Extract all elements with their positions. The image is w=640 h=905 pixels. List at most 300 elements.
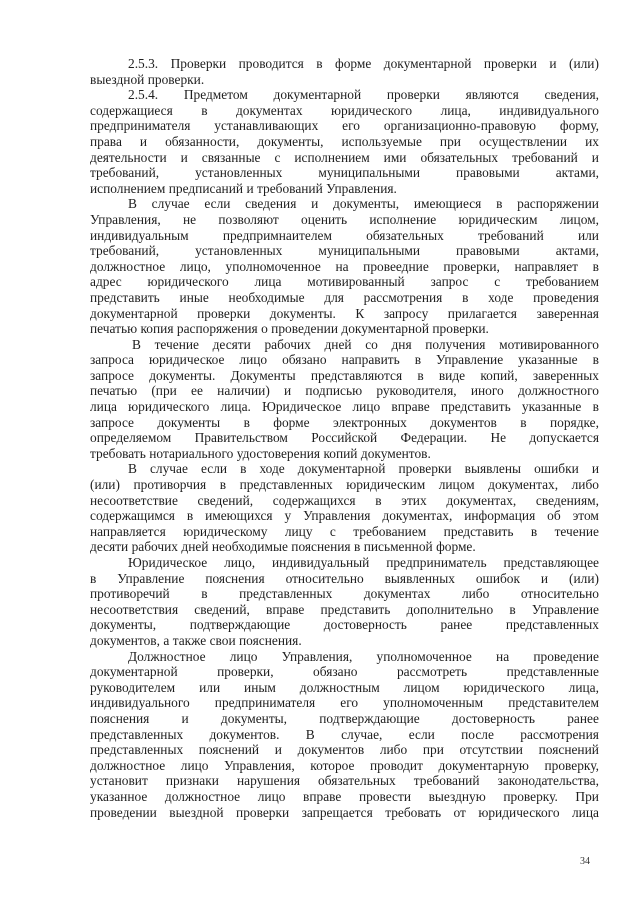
word: в xyxy=(592,258,599,274)
word: сведений, xyxy=(197,492,254,508)
text-line xyxy=(90,290,599,306)
word: представить xyxy=(90,289,160,305)
word: осуществлении xyxy=(478,133,568,149)
word: представленных xyxy=(239,586,333,602)
word: в xyxy=(520,414,527,430)
text-line xyxy=(90,212,599,228)
word: индивидуального xyxy=(499,102,599,118)
word: ходе xyxy=(488,289,514,305)
word: обязано xyxy=(313,664,358,680)
word: должностное xyxy=(90,258,166,274)
word: юридического xyxy=(147,274,229,290)
word: представителем xyxy=(508,695,599,711)
word: Управления. xyxy=(326,180,397,196)
word: установит xyxy=(90,773,148,789)
word: вправе xyxy=(303,788,342,804)
word: представить xyxy=(443,523,514,539)
word: пояснения xyxy=(205,570,265,586)
word: если xyxy=(408,726,435,742)
word: в xyxy=(414,352,422,368)
word: Российской xyxy=(311,430,378,446)
word: имеющиеся xyxy=(413,196,482,212)
word: права xyxy=(90,133,122,149)
word: Управление xyxy=(436,352,504,368)
word: представленных xyxy=(90,726,184,742)
word: форме xyxy=(273,414,310,430)
word: представляющее xyxy=(503,555,599,570)
text-line xyxy=(90,165,599,181)
word: выездной xyxy=(90,71,145,87)
word: дней xyxy=(324,336,352,352)
word: предпримнаителем xyxy=(222,227,332,243)
word: представляются xyxy=(310,367,403,383)
text-line xyxy=(90,383,599,399)
word: должностное xyxy=(90,757,166,773)
word: случае xyxy=(151,196,190,212)
text-line xyxy=(90,586,599,602)
word: рассмотрения xyxy=(520,726,599,742)
word: сведений, xyxy=(194,601,250,617)
word: лица xyxy=(571,804,599,820)
word: в xyxy=(592,399,599,415)
word: (при xyxy=(151,383,177,399)
word: исполнением xyxy=(294,149,370,165)
word: необходимые xyxy=(228,289,305,305)
word: достоверность xyxy=(323,617,407,633)
word: Предметом xyxy=(183,87,248,103)
word: в xyxy=(219,477,227,493)
word: допускается xyxy=(529,430,599,446)
word: 2.5.3. xyxy=(128,56,159,71)
word: лицом xyxy=(403,679,440,695)
word: уполномоченным xyxy=(383,695,484,711)
word: (или) xyxy=(569,56,599,71)
text-line xyxy=(90,87,599,103)
word: при xyxy=(422,742,444,758)
word: в xyxy=(509,601,516,617)
word: виде xyxy=(438,367,466,383)
word: противорчия xyxy=(133,477,207,493)
word: при xyxy=(439,133,461,149)
word: заверенных xyxy=(532,367,599,383)
word: проверки xyxy=(197,305,251,321)
word: В xyxy=(128,196,137,212)
word: распоряжении xyxy=(517,196,599,212)
word: течение xyxy=(154,336,199,352)
text-line xyxy=(90,727,599,743)
text-line xyxy=(90,415,599,431)
word: и xyxy=(591,149,599,165)
text-line xyxy=(90,805,599,821)
word: мотивированного xyxy=(499,336,599,352)
word: проверки, xyxy=(217,664,274,680)
word: лицу xyxy=(284,523,313,539)
word: пояснения. xyxy=(239,632,302,648)
word: юридического xyxy=(463,679,545,695)
word: требований xyxy=(477,227,544,243)
word: в xyxy=(592,352,599,368)
word: этом xyxy=(572,508,599,524)
word: в xyxy=(496,196,503,212)
word: и xyxy=(274,742,282,758)
word: документов. xyxy=(360,445,431,461)
word: с xyxy=(329,523,336,539)
word: уполномоченное xyxy=(376,648,472,664)
text-line xyxy=(90,352,599,368)
word: предписаний xyxy=(168,180,244,196)
word: исполнением xyxy=(90,180,166,196)
word: правовыми xyxy=(456,243,520,259)
text-line xyxy=(90,181,599,197)
word: документов. xyxy=(209,726,280,742)
word: подписью xyxy=(305,383,363,399)
word: сведениям, xyxy=(535,492,599,508)
word: проверки xyxy=(398,461,452,477)
text-line xyxy=(90,571,599,587)
word: документы, xyxy=(333,196,400,212)
word: документах xyxy=(235,102,303,118)
word: на xyxy=(496,648,510,664)
text-line xyxy=(90,368,599,384)
word: иным xyxy=(244,679,276,695)
word: в xyxy=(240,461,247,477)
word: дней xyxy=(181,539,209,555)
word: представить xyxy=(440,399,511,415)
word: ошибок xyxy=(475,570,520,586)
word: (или) xyxy=(90,477,120,493)
word: в xyxy=(530,523,538,539)
word: и xyxy=(284,383,292,399)
word: копия xyxy=(140,321,174,337)
word: иного xyxy=(470,383,504,399)
text-line xyxy=(90,555,599,571)
word: Федерации. xyxy=(400,430,468,446)
word: представленных xyxy=(239,477,333,493)
text-line xyxy=(90,337,599,353)
text-line xyxy=(90,430,599,446)
word: актами, xyxy=(555,165,599,181)
word: в xyxy=(186,508,194,524)
word: Проверки xyxy=(170,56,227,71)
word: документарной xyxy=(341,321,429,337)
word: форму, xyxy=(559,118,599,134)
word: проверки, xyxy=(443,258,500,274)
text-line xyxy=(90,399,599,415)
word: обязательных xyxy=(318,773,396,789)
word: копий, xyxy=(480,367,518,383)
word: удостоверения xyxy=(236,445,321,461)
word: оценить xyxy=(301,211,348,227)
word: выявленных xyxy=(384,570,455,586)
word: Документы xyxy=(230,367,296,383)
word: об xyxy=(547,508,561,524)
word: К xyxy=(355,305,365,321)
text-line xyxy=(90,306,599,322)
text-line xyxy=(90,103,599,119)
word: и xyxy=(549,56,557,71)
word: письменной xyxy=(363,539,433,555)
word: течение xyxy=(554,523,599,539)
word: Управления, xyxy=(281,648,353,664)
word: запрос xyxy=(430,274,469,290)
word: признаки xyxy=(165,773,219,789)
word: лицо xyxy=(180,757,209,773)
text-line xyxy=(90,649,599,665)
word: копий xyxy=(323,445,358,461)
text-line xyxy=(90,539,599,555)
word: которое xyxy=(310,757,355,773)
word: документах xyxy=(363,586,431,602)
word: вправе xyxy=(391,399,430,415)
word: в xyxy=(375,492,382,508)
word: исполнение xyxy=(369,211,437,227)
word: выездной xyxy=(169,804,224,820)
word: от xyxy=(453,804,466,820)
word: и xyxy=(139,133,148,149)
word: проверку, xyxy=(544,757,599,773)
word: и xyxy=(591,461,599,477)
word: рабочих xyxy=(264,336,311,352)
word: руководителя, xyxy=(376,383,457,399)
word: либо xyxy=(571,477,599,493)
word: лицо, xyxy=(224,555,256,570)
word: пояснений xyxy=(538,742,599,758)
word: лицом, xyxy=(559,211,599,227)
word: направить xyxy=(341,352,400,368)
word: либо xyxy=(379,742,408,758)
text-line xyxy=(90,695,599,711)
word: рассмотреть xyxy=(396,664,468,680)
word: свои xyxy=(209,632,236,648)
word: должностным xyxy=(299,679,380,695)
word: если xyxy=(200,461,228,477)
word: требований xyxy=(413,773,480,789)
word: его xyxy=(342,118,360,134)
word: в xyxy=(462,289,469,305)
word: документы xyxy=(157,414,221,430)
text-line xyxy=(90,602,599,618)
word: (или) xyxy=(569,570,599,586)
text-line xyxy=(90,711,599,727)
text-line xyxy=(90,56,599,72)
word: с xyxy=(274,149,281,165)
word: отсутствии xyxy=(459,742,523,758)
word: информация xyxy=(464,508,536,524)
word: При xyxy=(575,788,599,804)
word: юридическим xyxy=(346,477,426,493)
word: десяти xyxy=(90,539,129,555)
word: документы, xyxy=(257,133,324,149)
word: достоверность xyxy=(451,710,536,726)
word: юридического xyxy=(330,102,413,118)
word: после xyxy=(461,726,494,742)
word: связанные xyxy=(201,149,261,165)
word: юридическим xyxy=(458,211,538,227)
word: содержащимся xyxy=(90,508,175,524)
word: подтверждающие xyxy=(319,710,420,726)
word: требовать xyxy=(385,804,442,820)
word: Управления, xyxy=(224,757,295,773)
word: адрес xyxy=(90,274,122,290)
word: провести xyxy=(358,788,412,804)
word: документарной xyxy=(90,305,178,321)
word: о xyxy=(261,321,268,337)
page-number: 34 xyxy=(580,856,590,867)
text-line xyxy=(90,150,599,166)
word: Юридическое xyxy=(128,555,208,570)
text-line xyxy=(90,228,599,244)
word: требовать xyxy=(90,445,146,461)
word: являются xyxy=(465,87,519,103)
word: запросе xyxy=(90,414,134,430)
word: установленных xyxy=(195,243,283,259)
word: прилагается xyxy=(447,305,517,321)
word: юридического xyxy=(128,399,210,415)
word: выявлены xyxy=(464,461,522,477)
word: направляется xyxy=(90,523,166,539)
word: десяти xyxy=(212,336,251,352)
text-line xyxy=(90,196,599,212)
word: несоответствия xyxy=(90,601,179,617)
word: требованием xyxy=(525,274,599,290)
word: документы, xyxy=(220,710,288,726)
word: Не xyxy=(490,430,507,446)
word: выездную xyxy=(428,788,486,804)
text-line xyxy=(90,118,599,134)
word: указанное xyxy=(90,788,148,804)
word: Управления, xyxy=(90,211,161,227)
document-body xyxy=(90,56,599,820)
word: документарную xyxy=(438,757,529,773)
text-line xyxy=(90,664,599,680)
word: электронных xyxy=(332,414,407,430)
word: предприниматель xyxy=(386,555,487,570)
word: противоречий xyxy=(90,586,170,602)
word: Должностное xyxy=(128,648,206,664)
word: лица. xyxy=(220,399,251,415)
word: если xyxy=(204,196,231,212)
word: Управление xyxy=(117,570,185,586)
word: В xyxy=(305,726,315,742)
word: необходимые xyxy=(211,539,288,555)
word: указанные xyxy=(521,399,582,415)
word: этих xyxy=(401,492,427,508)
text-line xyxy=(90,524,599,540)
word: требованием xyxy=(353,523,427,539)
word: лицо xyxy=(229,648,258,664)
word: форме xyxy=(335,56,372,71)
word: и xyxy=(311,196,319,212)
word: лица xyxy=(254,274,282,290)
word: проверки. xyxy=(432,321,489,337)
word: представленных xyxy=(90,742,184,758)
text-line xyxy=(90,633,599,649)
word: вправе xyxy=(266,601,305,617)
word: ими xyxy=(383,149,407,165)
word: документарной xyxy=(273,87,362,103)
word: требований, xyxy=(90,165,160,181)
word: для xyxy=(324,289,344,305)
word: в xyxy=(417,367,424,383)
word: и xyxy=(246,180,254,196)
word: у xyxy=(284,508,292,524)
word: не xyxy=(182,211,197,227)
word: требований xyxy=(257,180,323,196)
word: лицо xyxy=(239,352,268,368)
word: лицо xyxy=(257,788,286,804)
word: содержащиеся xyxy=(90,102,173,118)
word: должностного xyxy=(517,383,599,399)
word: В xyxy=(132,336,141,352)
word: подтверждающие xyxy=(189,617,291,633)
word: порядке, xyxy=(549,414,599,430)
word: проведение xyxy=(533,648,599,664)
word: индивидуального xyxy=(90,695,190,711)
word: ее xyxy=(191,383,203,399)
word: обязательных xyxy=(420,149,499,165)
word: муниципальными xyxy=(318,243,421,259)
word: документарной xyxy=(297,461,386,477)
word: законодательства, xyxy=(497,773,599,789)
word: проведения xyxy=(533,289,599,305)
word: также xyxy=(172,632,207,648)
word: получения xyxy=(425,336,486,352)
word: ошибки xyxy=(534,461,579,477)
text-line xyxy=(90,446,599,462)
word: случае xyxy=(149,461,188,477)
word: печатью xyxy=(90,383,138,399)
word: документарной xyxy=(383,56,472,71)
word: документы. xyxy=(149,367,216,383)
word: документы. xyxy=(269,305,336,321)
word: лицом xyxy=(438,477,475,493)
word: должностное xyxy=(164,788,241,804)
text-line xyxy=(90,773,599,789)
word: предпринимателя xyxy=(90,118,191,134)
word: документарной xyxy=(90,664,178,680)
word: документах, xyxy=(382,508,453,524)
word: обязательных xyxy=(366,227,444,243)
text-line xyxy=(90,680,599,696)
text-line xyxy=(90,617,599,633)
word: на xyxy=(335,258,349,274)
word: лица, xyxy=(440,102,471,118)
word: лицо xyxy=(352,399,381,415)
text-line xyxy=(90,477,599,493)
text-line xyxy=(90,461,599,477)
word: нотариального xyxy=(149,445,234,461)
word: рассмотрения xyxy=(363,289,443,305)
word: указанные xyxy=(518,352,578,368)
word: несоответствие xyxy=(90,492,178,508)
word: обязанности, xyxy=(165,133,240,149)
word: в xyxy=(201,102,208,118)
word: случае, xyxy=(341,726,383,742)
word: направляет xyxy=(514,258,578,274)
text-line xyxy=(90,243,599,259)
word: муниципальными xyxy=(318,165,421,181)
word: проверки xyxy=(236,804,290,820)
word: документах, xyxy=(488,477,559,493)
word: деятельности xyxy=(90,149,167,165)
word: пояснения xyxy=(90,710,150,726)
word: заверенная xyxy=(536,305,599,321)
text-line xyxy=(90,259,599,275)
word: уполномоченное xyxy=(225,258,321,274)
word: в xyxy=(316,56,323,71)
word: представленных xyxy=(505,617,599,633)
word: их xyxy=(585,133,599,149)
